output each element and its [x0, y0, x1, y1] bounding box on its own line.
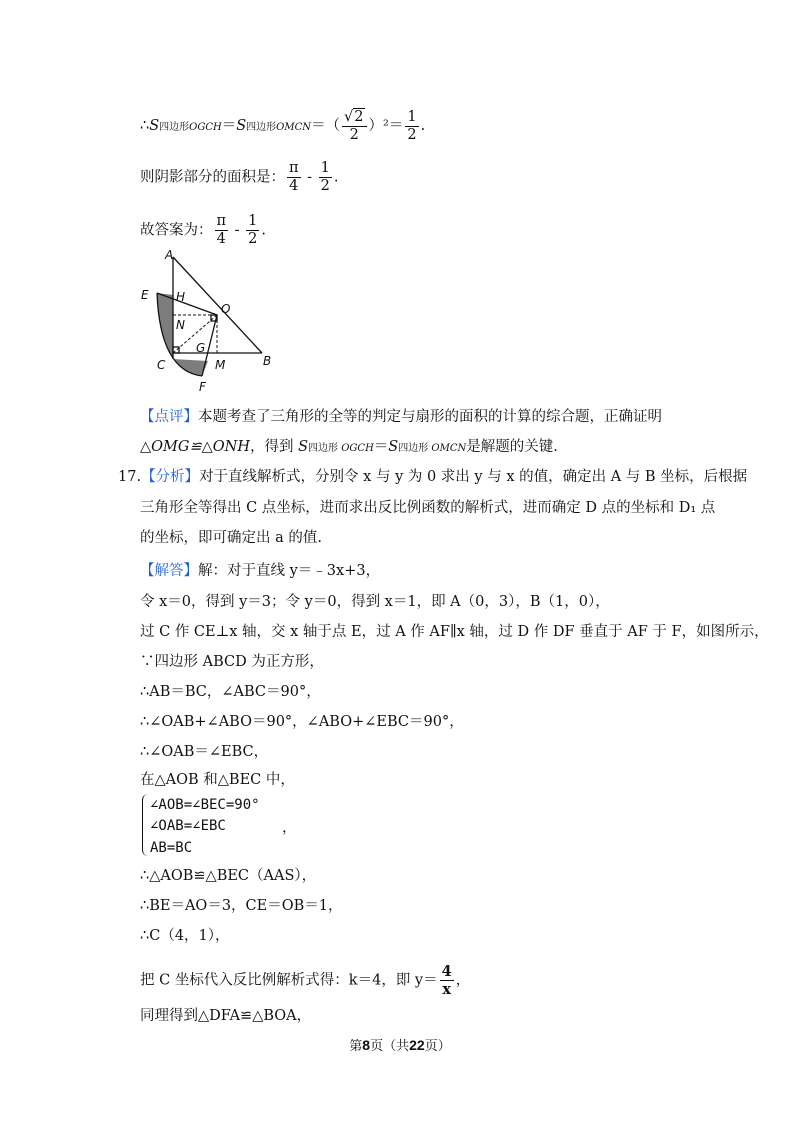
- system-brace: [142, 794, 150, 856]
- label-M: M: [215, 358, 226, 372]
- label-G: G: [196, 341, 206, 355]
- sqrt2-over-2: $\frac{√2}{2}$: [342, 108, 366, 144]
- one-half: $\frac{1}{2}$: [407, 108, 417, 143]
- label-F: F: [199, 380, 206, 394]
- area-equality-line: ∴S四边形OGCH＝S四边形OMCN＝（ $\frac{√2}{2}$ ）²＝ $\frac{1}{2}$ .: [140, 108, 426, 143]
- solution-tag: 【解答】: [140, 563, 198, 579]
- q17-analysis-line-3: 的坐标，即可确定出 a 的值.: [140, 530, 322, 546]
- answer-line: 故答案为： $\frac{\pi}{4}$ - $\frac{1}{2}$ .: [140, 213, 266, 247]
- label-H: H: [176, 290, 186, 304]
- q17-analysis-line-2: 三角形全等得出 C 点坐标，进而求出反比例函数的解析式，进而确定 D 点的坐标和 D₁ 点: [140, 500, 716, 516]
- total-pages: 22: [409, 1037, 425, 1053]
- label-A: A: [165, 248, 174, 262]
- segment-AB: [173, 257, 262, 353]
- pi-over-4: $\frac{\pi}{4}$: [289, 160, 299, 194]
- solution-line-6: ∴∠OAB+∠ABO＝90°，∠ABO+∠EBC＝90°，: [140, 714, 464, 730]
- system-comma: ，: [282, 820, 297, 836]
- solution-line-10: ∴BE＝AO＝3，CE＝OB＝1，: [140, 898, 343, 914]
- solution-line-4: ∵四边形 ABCD 为正方形，: [140, 654, 324, 670]
- system-row-3: AB=BC: [150, 840, 193, 856]
- solution-line-9: ∴△AOB≌△BEC（AAS），: [140, 868, 317, 884]
- question-number: 17.: [118, 469, 142, 485]
- label-E: E: [141, 288, 149, 302]
- four-over-x: $\frac{4}{x}$: [441, 963, 452, 998]
- solution-line-7: ∴∠OAB＝∠EBC，: [140, 744, 269, 760]
- solution-line-8: 在△AOB 和△BEC 中，: [140, 772, 295, 788]
- one-half: $\frac{1}{2}$: [248, 213, 258, 247]
- comment-tag: 【点评】: [140, 409, 198, 425]
- comment-line-2: △OMG≌△ONH，得到 S四边形 OGCH＝S四边形 OMCN是解题的关键.: [140, 439, 558, 455]
- current-page: 8: [362, 1037, 371, 1053]
- solution-line-12: 把 C 坐标代入反比例解析式得：k＝4，即 y＝ $\frac{4}{x}$ ，: [140, 963, 471, 998]
- solution-line-2: 令 x＝0，得到 y＝3；令 y＝0，得到 x＝1，即 A（0，3），B（1，0），: [140, 594, 610, 610]
- system-row-1: ∠AOB=∠BEC=90°: [150, 797, 260, 813]
- solution-line-13: 同理得到△DFA≌△BOA，: [140, 1008, 312, 1024]
- page-footer: 第8页（共22页）: [349, 1037, 451, 1054]
- solution-line-5: ∴AB＝BC，∠ABC＝90°，: [140, 684, 321, 700]
- label-N: N: [176, 318, 185, 332]
- label-O: O: [221, 302, 231, 316]
- label-C: C: [157, 358, 166, 372]
- solution-line-3: 过 C 作 CE⊥x 轴，交 x 轴于点 E，过 A 作 AF∥x 轴，过 D 作 DF 垂直于 AF 于 F，如图所示，: [140, 624, 769, 640]
- system-row-2: ∠OAB=∠EBC: [150, 818, 226, 834]
- label-B: B: [263, 354, 272, 368]
- q17-analysis-line-1: 17.【分析】对于直线解析式，分别令 x 与 y 为 0 求出 y 与 x 的值，确定出 A 与 B 坐标，后根据: [118, 469, 748, 485]
- solution-line-11: ∴C（4，1），: [140, 928, 230, 944]
- solution-line-1: 【解答】解：对于直线 y＝﹣3x+3，: [140, 563, 381, 579]
- comment-line-1: 【点评】本题考查了三角形的全等的判定与扇形的面积的计算的综合题，正确证明: [140, 409, 662, 425]
- one-half: $\frac{1}{2}$: [320, 160, 330, 194]
- therefore-symbol: ∴: [140, 118, 150, 134]
- shaded-area-line: 则阴影部分的面积是： $\frac{\pi}{4}$ - $\frac{1}{2}$ .: [140, 160, 339, 194]
- geometry-figure: [135, 245, 285, 395]
- pi-over-4: $\frac{\pi}{4}$: [216, 213, 227, 247]
- analysis-tag: 【分析】: [141, 469, 200, 485]
